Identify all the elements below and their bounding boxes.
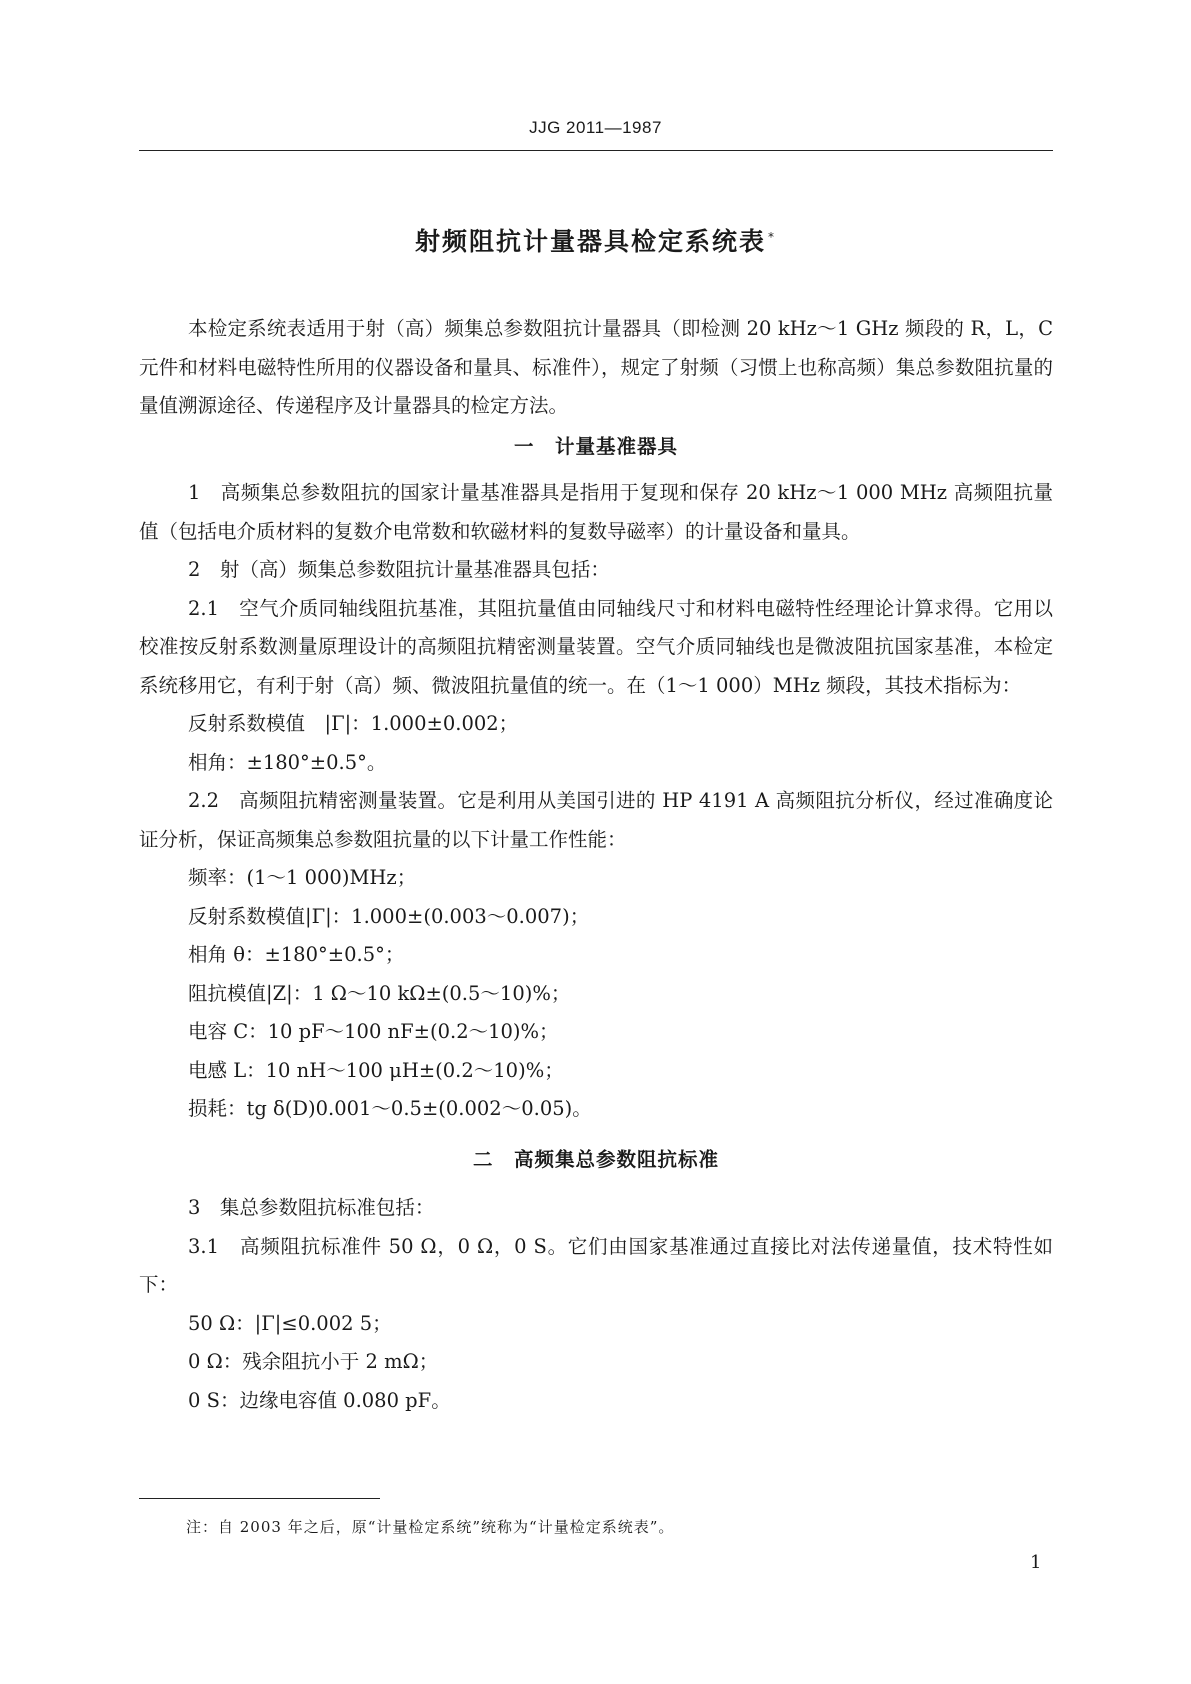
- spec-50-ohm: 50 Ω：|Γ|≤0.002 5；: [188, 1311, 392, 1335]
- footnote-divider: [139, 1498, 380, 1499]
- perf-loss: 损耗：tg δ(D)0.001～0.5±(0.002～0.05)。: [188, 1097, 592, 1120]
- perf-phase: 相角 θ：±180°±0.5°；: [188, 943, 405, 966]
- spec-phase: 相角：±180°±0.5°。: [188, 750, 387, 774]
- footnote: 注：自 2003 年之后，原“计量检定系统”统称为“计量检定系统表”。: [186, 1518, 675, 1536]
- title-text: 射频阻抗计量器具检定系统表: [414, 227, 766, 256]
- section-heading-1: 一 计量基准器具: [513, 434, 678, 458]
- perf-inductance: 电感 L：10 nH～100 μH±(0.2～10)%；: [188, 1058, 564, 1082]
- page-number: 1: [1030, 1552, 1042, 1573]
- running-header: JJG 2011—1987: [529, 118, 662, 137]
- perf-impedance: 阻抗模值|Z|：1 Ω～10 kΩ±(0.5～10)%；: [188, 981, 571, 1005]
- clause-2-1: 2.1 空气介质同轴线阻抗基准，其阻抗量值由同轴线尺寸和材料电磁特性经理论计算求得。它用以校准按反射系数测量原理设计的高频阻抗精密测量装置。空气介质同轴线也是微波阻抗国家基准，本检定系统移用它，有利于射（高）频、微波阻抗量值的统一。在（1～1 000）MHz 频段，其技术指标为：: [139, 596, 1053, 697]
- perf-reflection: 反射系数模值|Γ|：1.000±(0.003～0.007)；: [188, 904, 590, 928]
- spec-reflection: 反射系数模值 |Γ|：1.000±0.002；: [188, 712, 519, 735]
- intro-paragraph: 本检定系统表适用于射（高）频集总参数阻抗计量器具（即检测 20 kHz～1 GHz 频段的 R，L，C 元件和材料电磁特性所用的仪器设备和量具、标准件），规定了射频（习惯上也称高频）集总参数阻抗量的量值溯源途径、传递程序及计量器具的检定方法。: [139, 317, 1053, 417]
- document-body: [139, 310, 1053, 1420]
- clause-2: 2 射（高）频集总参数阻抗计量基准器具包括：: [188, 558, 610, 581]
- clause-2-2: 2.2 高频阻抗精密测量装置。它是利用从美国引进的 HP 4191 A 高频阻抗分析仪，经过准确度论证分析，保证高频集总参数阻抗量的以下计量工作性能：: [139, 789, 1053, 851]
- spec-0-ohm: 0 Ω：残余阻抗小于 2 mΩ；: [188, 1350, 439, 1373]
- spec-0-siemens: 0 S：边缘电容值 0.080 pF。: [188, 1388, 451, 1412]
- clause-3-1: 3.1 高频阻抗标准件 50 Ω，0 Ω，0 S。它们由国家基准通过直接比对法传递量值，技术特性如下：: [139, 1234, 1053, 1296]
- header-divider: [139, 150, 1053, 151]
- section-heading-2: 二 高频集总参数阻抗标准: [472, 1147, 719, 1171]
- perf-capacitance: 电容 C：10 pF～100 nF±(0.2～10)%；: [188, 1020, 559, 1043]
- perf-frequency: 频率：(1～1 000)MHz；: [188, 866, 417, 889]
- clause-1: 1 高频集总参数阻抗的国家计量基准器具是指用于复现和保存 20 kHz～1 000 MHz 高频阻抗量值（包括电介质材料的复数介电常数和软磁材料的复数导磁率）的计量设备和量具。: [139, 481, 1053, 543]
- title-footnote-mark: *: [768, 229, 776, 244]
- document-title: [0, 222, 1191, 258]
- clause-3: 3 集总参数阻抗标准包括：: [188, 1196, 435, 1219]
